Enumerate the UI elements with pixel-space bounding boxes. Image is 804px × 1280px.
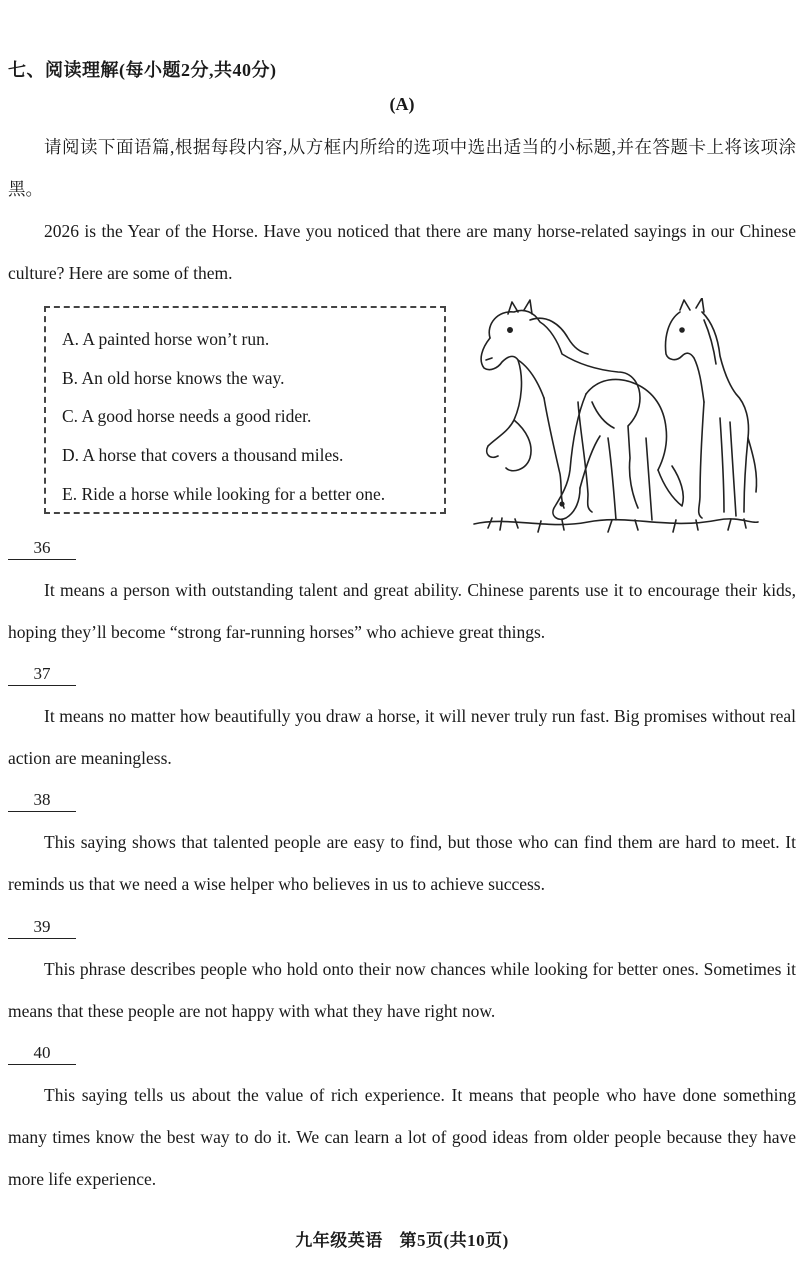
- option-c: C. A good horse needs a good rider.: [62, 406, 312, 427]
- answer-blank-38: 38: [8, 789, 76, 812]
- page-footer: [0, 1226, 804, 1251]
- answer-blank-36: 36: [8, 537, 76, 560]
- option-e: E. Ride a horse while looking for a better one.: [62, 483, 386, 504]
- answer-blank-37: 37: [8, 663, 76, 686]
- paragraph-37: It means no matter how beautifully you draw a horse, it will never truly run fast. Big promises without real action are meaningless.: [8, 706, 796, 768]
- horse-right-icon: [666, 298, 757, 518]
- footer-page-number: 第5页(共10页): [399, 1231, 509, 1250]
- answer-blank-40: 40: [8, 1042, 76, 1065]
- section-title: 七、阅读理解(每小题2分,共40分): [8, 60, 277, 80]
- passage-label: (A): [389, 94, 415, 114]
- options-box: [44, 306, 446, 514]
- instructions: 请阅读下面语篇,根据每段内容,从方框内所给的选项中选出适当的小标题,并在答题卡上将该项涂黑。: [8, 137, 796, 199]
- option-b: B. An old horse knows the way.: [62, 367, 285, 388]
- answer-blank-39: 39: [8, 916, 76, 939]
- option-d: D. A horse that covers a thousand miles.: [62, 445, 344, 466]
- horses-illustration: [468, 298, 760, 546]
- paragraph-40: This saying tells us about the value of rich experience. It means that people who have done something many times know the best way to do it. We can learn a lot of good ideas from older people because they have more life experience.: [8, 1085, 796, 1189]
- paragraph-39: This phrase describes people who hold onto their now chances while looking for better ones. Sometimes it means that these people are not happy with what they have right now.: [8, 959, 796, 1021]
- horse-left-icon: [481, 300, 640, 512]
- option-a: A. A painted horse won’t run.: [62, 329, 270, 349]
- intro-paragraph: 2026 is the Year of the Horse. Have you noticed that there are many horse-related sayings in our Chinese culture? Here are some of them.: [8, 221, 796, 283]
- paragraph-38: This saying shows that talented people are easy to find, but those who can find them are hard to meet. It reminds us that we need a wise helper who believes in us to achieve success.: [8, 832, 796, 894]
- paragraph-36: It means a person with outstanding talent and great ability. Chinese parents use it to encourage their kids, hoping they’ll become “strong far-running horses” who achieve great things.: [8, 580, 796, 642]
- footer-subject: 九年级英语: [295, 1231, 383, 1250]
- horse-grazing-icon: [553, 379, 683, 520]
